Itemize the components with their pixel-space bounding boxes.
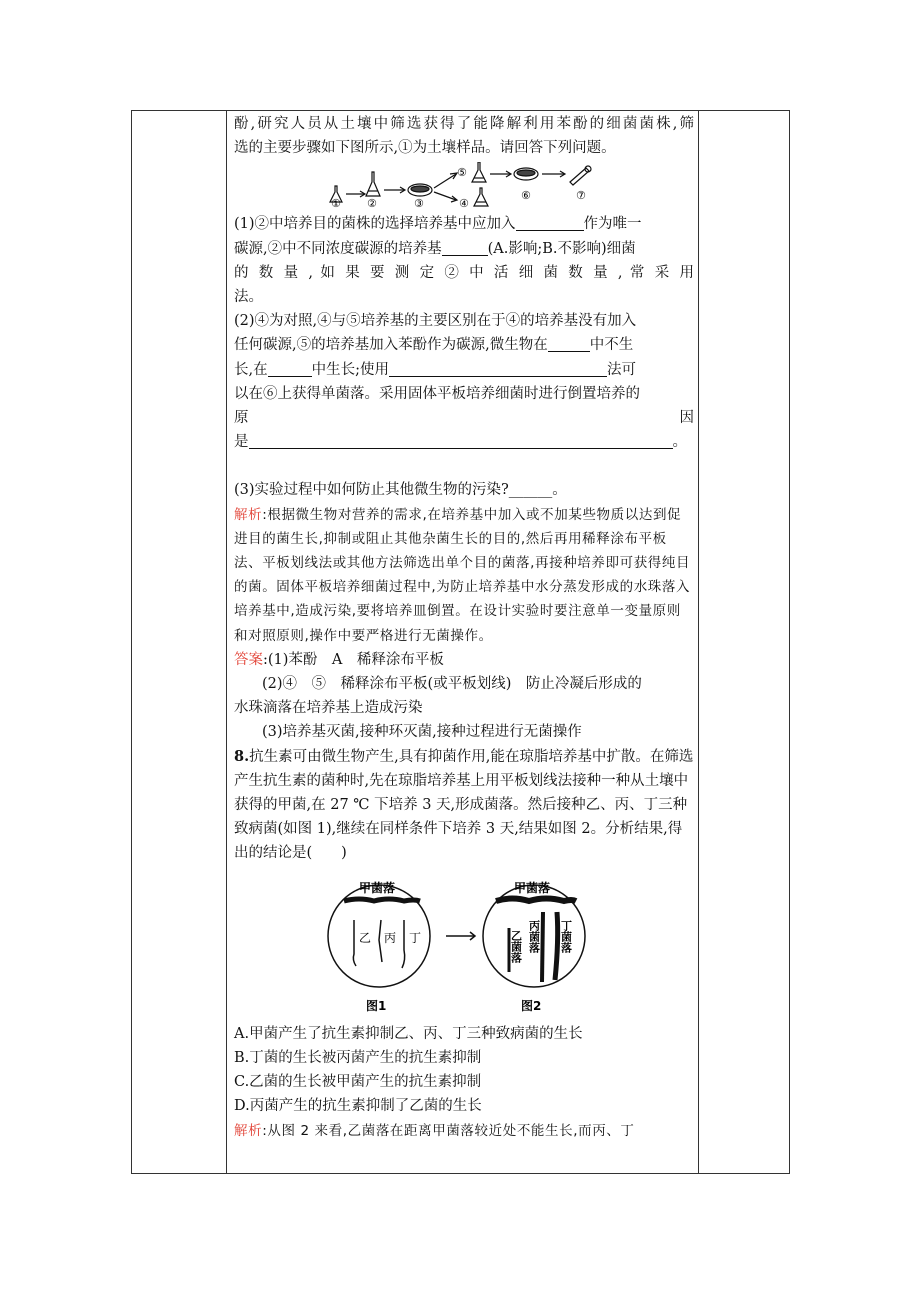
fig2-title: 甲菌落 <box>514 880 551 895</box>
q7-answer-1: 答案:(1)苯酚 A 稀释涂布平板 <box>234 651 444 668</box>
q7-part2-line4: 以在⑥上获得单菌落。采用固体平板培养细菌时进行倒置培养的 <box>234 385 640 402</box>
step-label-7: ⑦ <box>576 189 586 203</box>
step-label-6: ⑥ <box>521 189 531 203</box>
q7-part2-line2: 任何碳源,⑤的培养基加入苯酚作为碳源,微生物在 中不生 <box>234 337 634 354</box>
question-content <box>234 112 694 1143</box>
q7-intro-line1: 酚,研究人员从土壤中筛选获得了能降解利用苯酚的细菌菌株,筛 <box>234 116 694 132</box>
step-label-2: ② <box>367 197 377 209</box>
q7-part2-line1: (2)④为对照,④与⑤培养基的主要区别在于④的培养基没有加入 <box>234 313 637 330</box>
q7-part3: (3)实验过程中如何防止其他微生物的污染?______。 <box>234 482 567 499</box>
fig2-label-bing: 丙菌落 <box>527 919 541 953</box>
q8-stem: 8.抗生素可由微生物产生,具有抑菌作用,能在琼脂培养基中扩散。在筛选产生抗生素的菌种时,先在琼脂培养基上用平板划线法接种一种从土壤中获得的甲菌,在 27 ℃ 下培养 3 天,形成菌落。然后接种乙、丙、丁三种致病菌(如图 1),继续在同样条件下培养 3 天,结果如图 2。分析结果,得出的结论是( ) <box>234 747 694 862</box>
q7-analysis: 解析:根据微生物对营养的需求,在培养基中加入或不加某些物质以达到促进目的菌生长,抑制或阻止其他杂菌生长的目的,然后再用稀释涂布平板法、平板划线法或其他方法筛选出单个目的菌落,再接种培养即可获得纯目的菌。固体平板培养细菌过程中,为防止培养基中水分蒸发形成的水珠落入培养基中,造成污染,要将培养皿倒置。在设计实验时要注意单一变量原则和对照原则,操作中要严格进行无菌操作。 <box>234 506 691 644</box>
fig1-label-ding: 丁 <box>409 930 422 945</box>
q7-intro-line2: 选的主要步骤如下图所示,①为土壤样品。请回答下列问题。 <box>234 140 616 157</box>
q7-part1-line4: 法。 <box>234 289 263 306</box>
fig1-label-yi: 乙 <box>359 930 372 945</box>
q8-option-d: D.丙菌产生的抗生素抑制了乙菌的生长 <box>234 1098 482 1115</box>
q7-answer-3: (3)培养基灭菌,接种环灭菌,接种过程进行无菌操作 <box>262 724 582 741</box>
step-label-5: ⑤ <box>457 166 467 180</box>
fig2-label-ding: 丁菌落 <box>559 919 573 953</box>
q7-part2-line5: 原 因 <box>234 410 695 427</box>
step-label-4: ④ <box>459 197 469 209</box>
q8-analysis: 解析:从图 2 来看,乙菌落在距离甲菌落较近处不能生长,而丙、丁 <box>234 1122 635 1139</box>
antibiotic-plates-figure <box>234 870 694 1020</box>
fig1-caption: 图1 <box>366 998 387 1013</box>
q7-answer-2b: 水珠滴落在培养基上造成污染 <box>234 700 423 717</box>
step-label-1: ① <box>331 197 341 209</box>
table-divider-left <box>226 111 227 1173</box>
q8-option-a: A.甲菌产生了抗生素抑制乙、丙、丁三种致病菌的生长 <box>234 1025 583 1042</box>
fig1-label-bing: 丙 <box>384 930 397 945</box>
q7-part1-line1: (1)②中培养目的菌株的选择培养基中应加入 作为唯一 <box>234 216 642 233</box>
q7-part1-line3: 的 数 量 , 如 果 要 测 定 ② 中 活 细 菌 数 量 , 常 采 用 <box>234 264 694 281</box>
fig2-label-yi: 乙菌落 <box>509 929 523 963</box>
screening-steps-figure <box>234 162 694 208</box>
step-label-3: ③ <box>414 197 424 209</box>
q7-part1-line2: 碳源,②中不同浓度碳源的培养基 (A.影响;B.不影响)细菌 <box>234 240 636 257</box>
q7-part2-line6: 是 。 <box>234 434 687 451</box>
fig1-title: 甲菌落 <box>359 880 396 895</box>
q7-answer-2: (2)④ ⑤ 稀释涂布平板(或平板划线) 防止冷凝后形成的 <box>262 676 642 693</box>
fig2-caption: 图2 <box>521 998 542 1013</box>
q8-option-b: B.丁菌的生长被丙菌产生的抗生素抑制 <box>234 1049 482 1066</box>
q7-part2-line3: 长,在 中生长;使用 法可 <box>234 361 636 378</box>
table-divider-right <box>698 111 699 1173</box>
q8-option-c: C.乙菌的生长被甲菌产生的抗生素抑制 <box>234 1074 482 1091</box>
